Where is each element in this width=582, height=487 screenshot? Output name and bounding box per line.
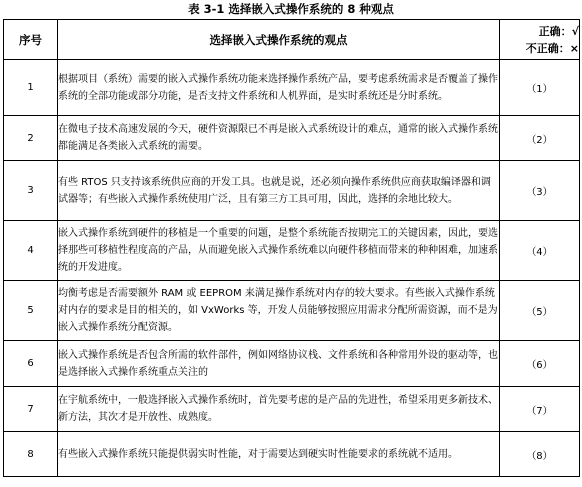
row-index: 1 xyxy=(4,60,58,116)
table-caption: 表 3-1 选择嵌入式操作系统的 8 种观点 xyxy=(188,2,394,16)
row-answer: （5） xyxy=(500,281,580,341)
header-correct: 正确：√ xyxy=(538,24,579,38)
row-answer: （4） xyxy=(500,221,580,281)
table-header-row xyxy=(4,20,580,60)
row-answer: （3） xyxy=(500,161,580,221)
row-index: 5 xyxy=(4,281,58,341)
row-index: 2 xyxy=(4,116,58,161)
table-row xyxy=(4,161,580,221)
row-index: 3 xyxy=(4,161,58,221)
table-row xyxy=(4,432,580,477)
table-row xyxy=(4,281,580,341)
viewpoints-table xyxy=(3,19,580,477)
table-row xyxy=(4,116,580,161)
table-row xyxy=(4,341,580,387)
row-viewpoint: 在宇航系统中，一般选择嵌入式操作系统时，首先要考虑的是产品的先进性，希望采用更多新技术、新方法，其次才是开放性、成熟度。 xyxy=(58,387,500,432)
row-index: 4 xyxy=(4,221,58,281)
table-row xyxy=(4,387,580,432)
row-viewpoint: 嵌入式操作系统到硬件的移植是一个重要的问题，是整个系统能否按期完工的关键因素，因此，要选择那些可移植性程度高的产品，从而避免嵌入式操作系统难以向硬件移植而带来的种种困难，加速系统的开发进度。 xyxy=(58,221,500,281)
table-row xyxy=(4,60,580,116)
row-index: 6 xyxy=(4,341,58,387)
header-answer xyxy=(500,20,580,60)
row-viewpoint: 根据项目（系统）需要的嵌入式操作系统功能来选择操作系统产品，要考虑系统需求是否覆盖了操作系统的全部功能或部分功能，是否支持文件系统和人机界面，是实时系统还是分时系统。 xyxy=(58,60,500,116)
row-viewpoint: 嵌入式操作系统是否包含所需的软件部件，例如网络协议栈、文件系统和各种常用外设的驱动等，也是选择嵌入式操作系统重点关注的 xyxy=(58,341,500,387)
row-viewpoint: 均衡考虑是否需要额外 RAM 或 EEPROM 来满足操作系统对内存的较大要求。有些嵌入式操作系统对内存的要求是目的相关的，如 VxWorks 等，开发人员能够按照应用需求分配所需资源，而不是为嵌入式操作系统分配资源。 xyxy=(58,281,500,341)
table-row xyxy=(4,221,580,281)
row-viewpoint: 在微电子技术高速发展的今天，硬件资源限已不再是嵌入式系统设计的难点，通常的嵌入式操作系统都能满足各类嵌入式系统的需要。 xyxy=(58,116,500,161)
row-answer: （6） xyxy=(500,341,580,387)
header-viewpoint: 选择嵌入式操作系统的观点 xyxy=(58,20,500,60)
row-viewpoint: 有些 RTOS 只支持该系统供应商的开发工具。也就是说，还必须向操作系统供应商获取编译器和调试器等；有些嵌入式操作系统使用广泛，且有第三方工具可用，因此，选择的余地比较大。 xyxy=(58,161,500,221)
header-incorrect: 不正确：× xyxy=(525,41,579,55)
row-index: 8 xyxy=(4,432,58,477)
row-answer: （8） xyxy=(500,432,580,477)
row-answer: （7） xyxy=(500,387,580,432)
header-index: 序号 xyxy=(4,20,58,60)
row-viewpoint: 有些嵌入式操作系统只能提供弱实时性能，对于需要达到硬实时性能要求的系统就不适用。 xyxy=(58,432,500,477)
row-answer: （2） xyxy=(500,116,580,161)
row-answer: （1） xyxy=(500,60,580,116)
row-index: 7 xyxy=(4,387,58,432)
